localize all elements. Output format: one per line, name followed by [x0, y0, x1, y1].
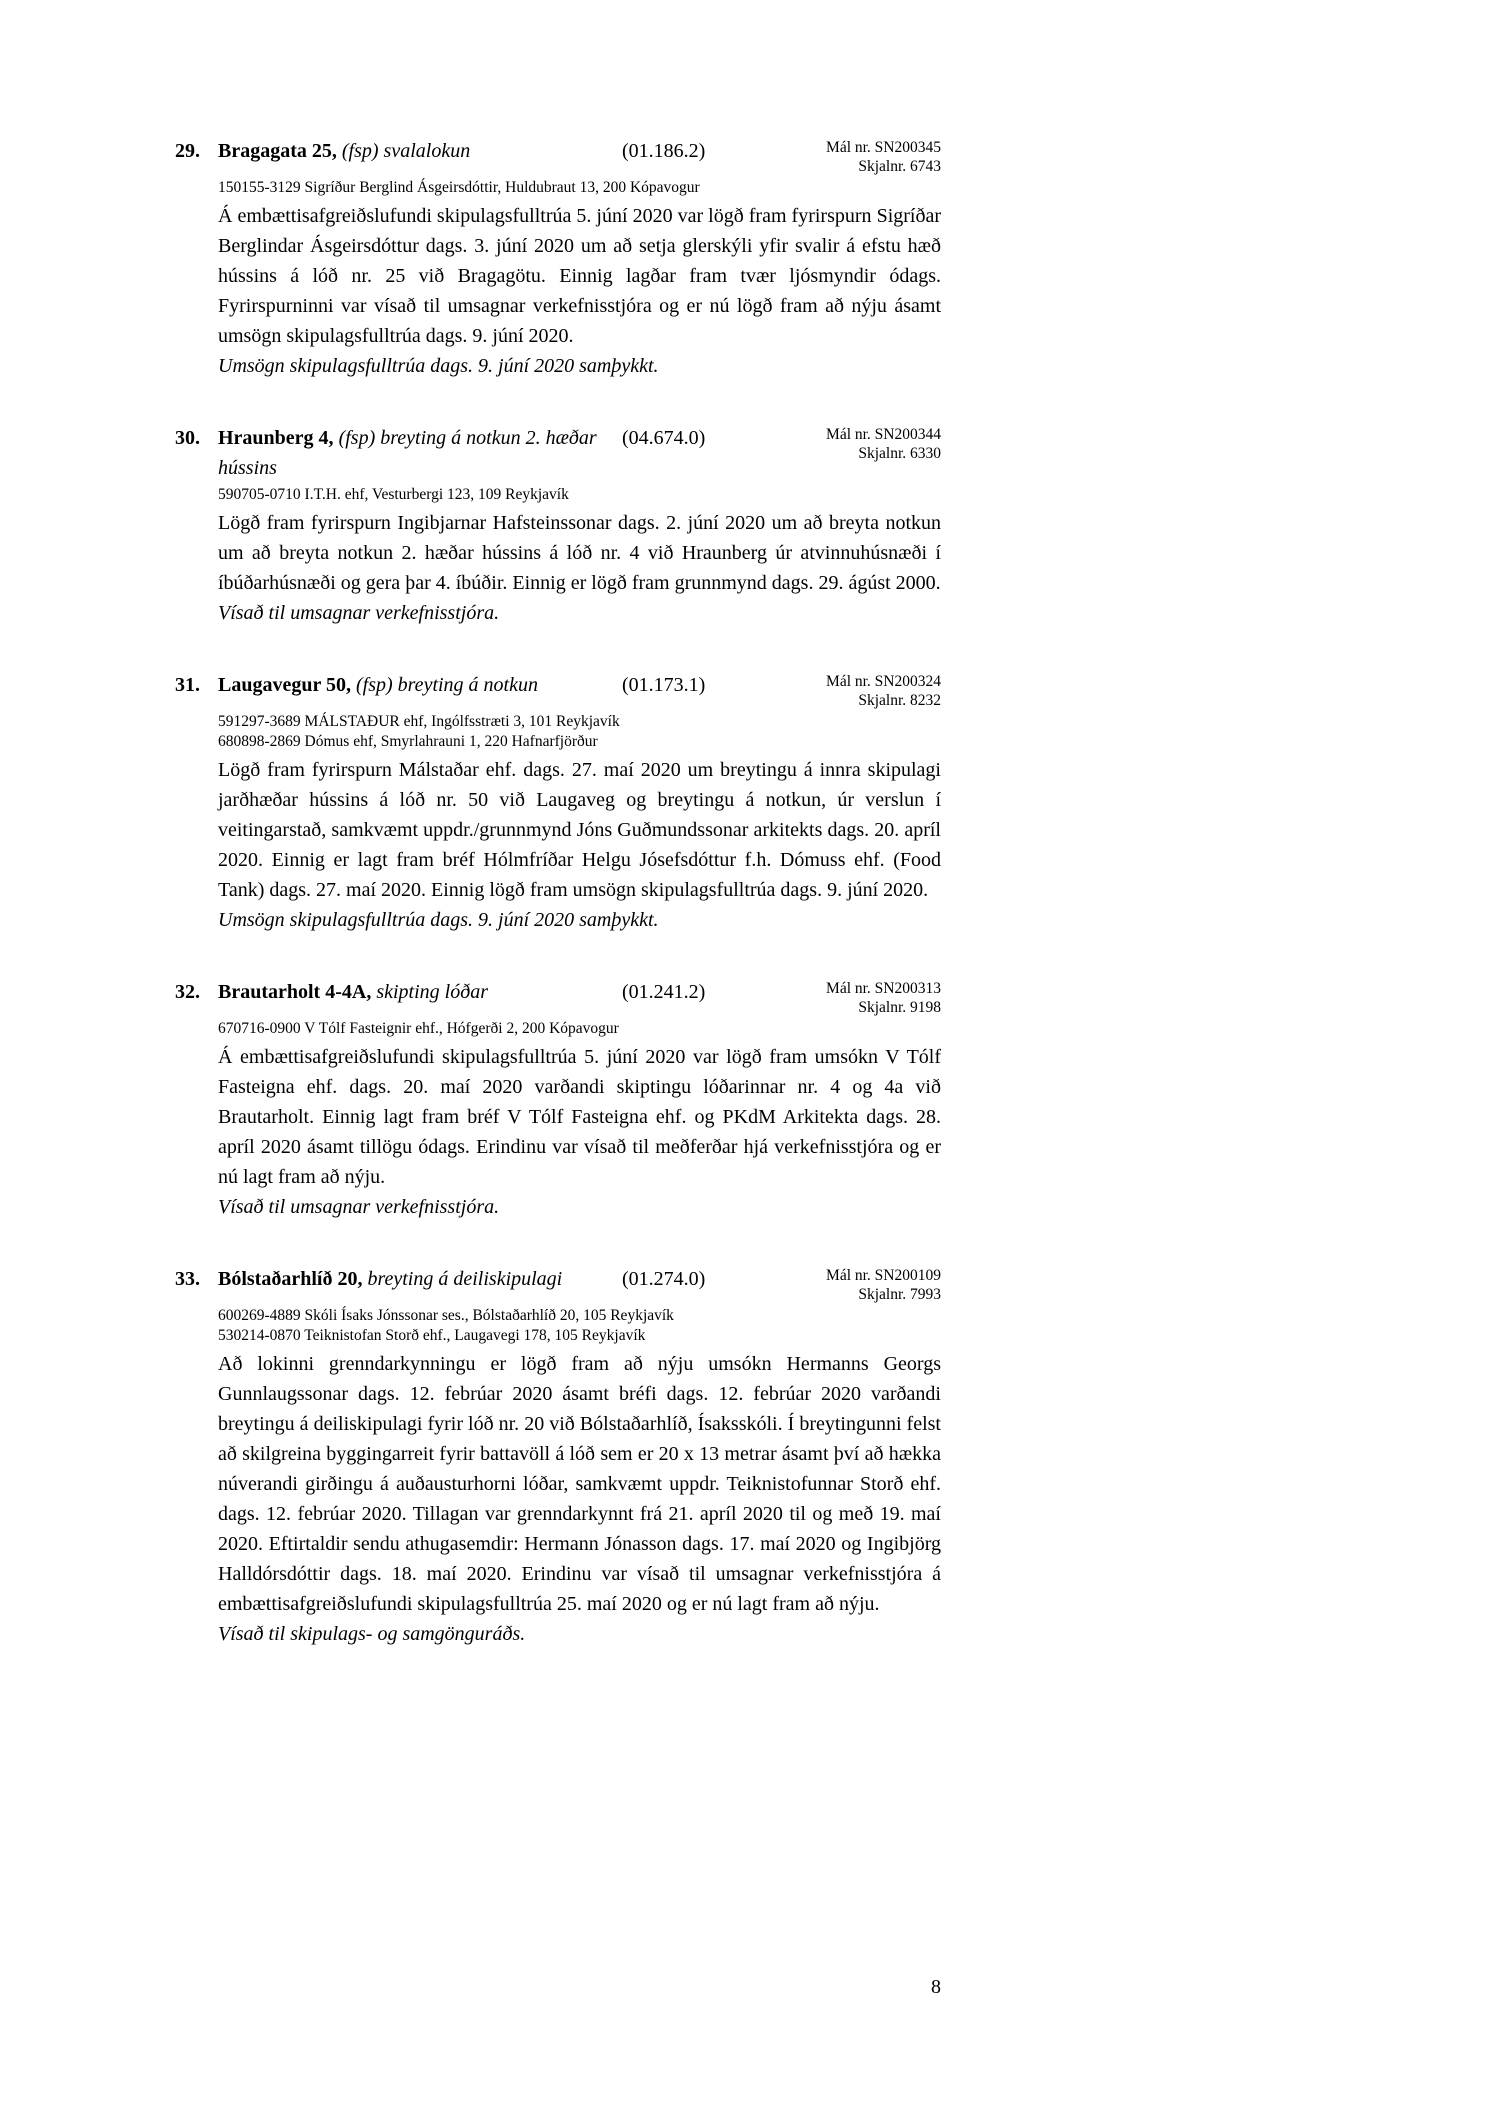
document-number: Skjalnr. 9198 — [858, 999, 941, 1016]
case-reference-block — [731, 136, 941, 176]
item-subject: (fsp) svalalokun — [341, 140, 471, 162]
case-number: Mál nr. SN200344 — [826, 426, 941, 443]
case-number: Mál nr. SN200345 — [826, 139, 941, 156]
item-description: Lögð fram fyrirspurn Málstaðar ehf. dags. 27. maí 2020 um breytingu á innra skipulagi jarðhæðar hússins á lóð nr. 50 við Laugaveg og breytingu á notkun, úr verslun í veitingarstað, samkvæmt uppdr./grunnmynd Jóns Guðmundssonar arkitekts dags. 20. apríl 2020. Einnig er lagt fram bréf Hólmfríðar Helgu Jósefsdóttur f.h. Dómuss ehf. (Food Tank) dags. 27. maí 2020. Einnig lögð fram umsögn skipulagsfulltrúa dags. 9. júní 2020. — [218, 759, 941, 901]
page-number: 8 — [931, 1976, 941, 1998]
document-number: Skjalnr. 6330 — [858, 445, 941, 462]
case-reference-block — [731, 977, 941, 1017]
property-title: Hraunberg 4, — [218, 427, 334, 449]
item-conclusion: Vísað til umsagnar verkefnisstjóra. — [218, 1196, 500, 1218]
item-number: 32. — [175, 981, 200, 1003]
item-header — [175, 670, 941, 710]
agenda-list — [175, 136, 941, 1691]
party-line: 591297-3689 MÁLSTAÐUR ehf, Ingólfsstræti 3, 101 Reykjavík — [218, 713, 620, 730]
property-title: Bólstaðarhlíð 20, — [218, 1268, 363, 1290]
item-description: Að lokinni grenndarkynningu er lögð fram að nýju umsókn Hermanns Georgs Gunnlaugssonar dags. 12. febrúar 2020 ásamt bréfi dags. 12. febrúar 2020 varðandi breytingu á deiliskipulagi fyrir lóð nr. 20 við Bólstaðarhlíð, Ísaksskóli. Í breytingunni felst að skilgreina byggingarreit fyrir battavöll á lóð sem er 20 x 13 metrar ásamt því að hækka núverandi girðingu á auðausturhorni lóðar, samkvæmt uppdr. Teiknistofunnar Storð ehf. dags. 12. febrúar 2020. Tillagan var grenndarkynnt frá 21. apríl 2020 til og með 19. maí 2020. Eftirtaldir sendu athugasemdir: Hermann Jónasson dags. 17. maí 2020 og Ingibjörg Halldórsdóttir dags. 18. maí 2020. Erindinu var vísað til umsagnar verkefnisstjóra á embættisafgreiðslufundi skipulagsfulltrúa 25. maí 2020 og er nú lagt fram að nýju. — [218, 1353, 941, 1615]
item-title — [218, 670, 622, 700]
item-header — [175, 1264, 941, 1304]
party-line: 670716-0900 V Tólf Fasteignir ehf., Hófgerði 2, 200 Kópavogur — [218, 1020, 619, 1037]
parties-list — [218, 712, 941, 752]
district-code: (01.173.1) — [622, 674, 706, 696]
item-description: Á embættisafgreiðslufundi skipulagsfulltrúa 5. júní 2020 var lögð fram umsókn V Tólf Fasteigna ehf. dags. 20. maí 2020 varðandi skiptingu lóðarinnar nr. 4 og 4a við Brautarholt. Einnig lagt fram bréf V Tólf Fasteigna ehf. og PKdM Arkitekta dags. 28. apríl 2020 ásamt tillögu ódags. Erindinu var vísað til meðferðar hjá verkefnisstjóra og er nú lagt fram að nýju. — [218, 1046, 941, 1188]
item-title — [218, 1264, 622, 1294]
case-reference-block — [731, 423, 941, 463]
case-reference-block — [731, 1264, 941, 1304]
property-title: Laugavegur 50, — [218, 674, 351, 696]
item-subject: (fsp) breyting á notkun — [355, 674, 538, 696]
item-subject: (fsp) breyting á notkun 2. hæðar hússins — [218, 427, 597, 479]
item-number: 30. — [175, 427, 200, 449]
item-description: Á embættisafgreiðslufundi skipulagsfulltrúa 5. júní 2020 var lögð fram fyrirspurn Sigríðar Berglindar Ásgeirsdóttur dags. 3. júní 2020 um að setja glerskýli yfir svalir á efstu hæð hússins á lóð nr. 25 við Bragagötu. Einnig lagðar fram tvær ljósmyndir ódags. Fyrirspurninni var vísað til umsagnar verkefnisstjóra og er nú lögð fram að nýju ásamt umsögn skipulagsfulltrúa dags. 9. júní 2020. — [218, 205, 941, 347]
document-number: Skjalnr. 6743 — [858, 158, 941, 175]
agenda-item-29 — [175, 136, 941, 381]
document-number: Skjalnr. 7993 — [858, 1286, 941, 1303]
item-header — [175, 977, 941, 1017]
item-title — [218, 423, 622, 483]
party-line: 530214-0870 Teiknistofan Storð ehf., Laugavegi 178, 105 Reykjavík — [218, 1327, 646, 1344]
party-line: 150155-3129 Sigríður Berglind Ásgeirsdóttir, Huldubraut 13, 200 Kópavogur — [218, 179, 700, 196]
district-code: (01.241.2) — [622, 981, 706, 1003]
item-header — [175, 423, 941, 483]
case-number: Mál nr. SN200109 — [826, 1267, 941, 1284]
parties-list — [218, 1306, 941, 1346]
case-number: Mál nr. SN200324 — [826, 673, 941, 690]
party-line: 600269-4889 Skóli Ísaks Jónssonar ses., Bólstaðarhlíð 20, 105 Reykjavík — [218, 1307, 674, 1324]
parties-list — [218, 485, 941, 505]
item-header — [175, 136, 941, 176]
agenda-item-31 — [175, 670, 941, 935]
parties-list — [218, 178, 941, 198]
case-number: Mál nr. SN200313 — [826, 980, 941, 997]
item-conclusion: Vísað til umsagnar verkefnisstjóra. — [218, 602, 500, 624]
party-line: 680898-2869 Dómus ehf, Smyrlahrauni 1, 220 Hafnarfjörður — [218, 733, 598, 750]
item-number: 33. — [175, 1268, 200, 1290]
document-number: Skjalnr. 8232 — [858, 692, 941, 709]
district-code: (04.674.0) — [622, 427, 706, 449]
item-number: 31. — [175, 674, 200, 696]
agenda-item-30 — [175, 423, 941, 628]
item-conclusion: Vísað til skipulags- og samgönguráðs. — [218, 1623, 526, 1645]
item-description: Lögð fram fyrirspurn Ingibjarnar Hafsteinssonar dags. 2. júní 2020 um að breyta notkun um að breyta notkun 2. hæðar hússins á lóð nr. 4 við Hraunberg úr atvinnuhúsnæði í íbúðarhúsnæði og gera þar 4. íbúðir. Einnig er lögð fram grunnmynd dags. 29. ágúst 2000. — [218, 512, 941, 594]
parties-list — [218, 1019, 941, 1039]
item-title — [218, 136, 622, 166]
agenda-item-32 — [175, 977, 941, 1222]
item-number: 29. — [175, 140, 200, 162]
property-title: Brautarholt 4-4A, — [218, 981, 372, 1003]
agenda-item-33 — [175, 1264, 941, 1649]
district-code: (01.274.0) — [622, 1268, 706, 1290]
item-title — [218, 977, 622, 1007]
district-code: (01.186.2) — [622, 140, 706, 162]
item-conclusion: Umsögn skipulagsfulltrúa dags. 9. júní 2020 samþykkt. — [218, 909, 659, 931]
item-subject: skipting lóðar — [376, 981, 488, 1003]
item-subject: breyting á deiliskipulagi — [367, 1268, 563, 1290]
case-reference-block — [731, 670, 941, 710]
party-line: 590705-0710 I.T.H. ehf, Vesturbergi 123, 109 Reykjavík — [218, 486, 569, 503]
item-conclusion: Umsögn skipulagsfulltrúa dags. 9. júní 2020 samþykkt. — [218, 355, 659, 377]
property-title: Bragagata 25, — [218, 140, 337, 162]
